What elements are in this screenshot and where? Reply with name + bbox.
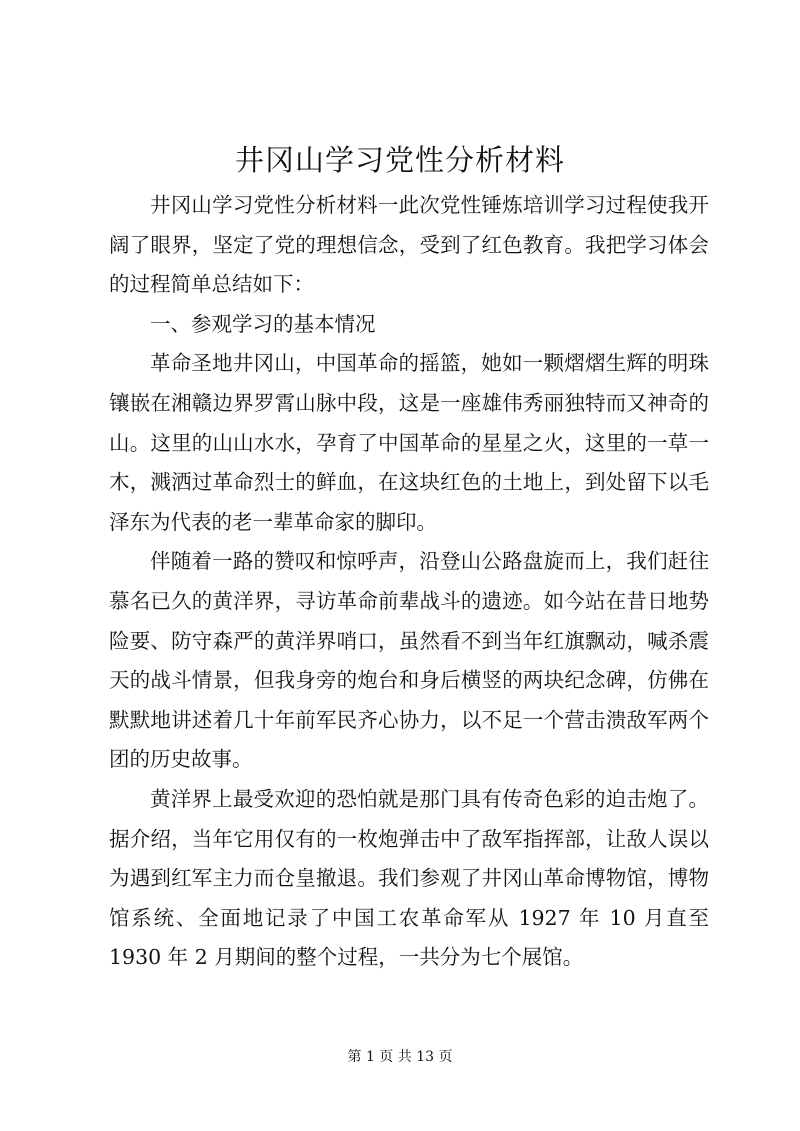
paragraph-huangyangjie: 伴随着一路的赞叹和惊呼声，沿登山公路盘旋而上，我们赶往慕名已久的黄洋界，寻访革命前辈战斗的遗迹。如今站在昔日地势险要、防守森严的黄洋界哨口，虽然看不到当年红旗飘动，喊杀震天的战斗情景，但我身旁的炮台和身后横竖的两块纪念碑，仿佛在默默地讲述着几十年前军民齐心协力，以不足一个营击溃敌军两个团的历史故事。 [109,549,709,772]
paragraph-intro: 井冈山学习党性分析材料一此次党性锤炼培训学习过程使我开阔了眼界，坚定了党的理想信念，受到了红色教育。我把学习体会的过程简单总结如下： [109,193,709,297]
paragraph-jinggangshan: 革命圣地井冈山，中国革命的摇篮，她如一颗熠熠生辉的明珠镶嵌在湘赣边界罗霄山脉中段，这是一座雄伟秀丽独特而又神奇的山。这里的山山水水，孕育了中国革命的星星之火，这里的一草一木，溅洒过革命烈士的鲜血，在这块红色的土地上，到处留下以毛泽东为代表的老一辈革命家的脚印。 [109,351,709,534]
section-heading: 一、参观学习的基本情况 [150,311,376,336]
page-footer: 第 1 页 共 13 页 [347,1049,453,1065]
document-body [109,186,709,978]
paragraph-mortar-museum: 黄洋界上最受欢迎的恐怕就是那门具有传奇色彩的迫击炮了。据介绍，当年它用仅有的一枚炮弹击中了敌军指挥部，让敌人误以为遇到红军主力而仓皇撤退。我们参观了井冈山革命博物馆，博物馆系统、全面地记录了中国工农革命军从 1927 年 10 月直至 1930 年 2 月期间的整个过程，一共分为七个展馆。 [109,786,709,970]
document-title: 井冈山学习党性分析材料 [234,143,565,177]
